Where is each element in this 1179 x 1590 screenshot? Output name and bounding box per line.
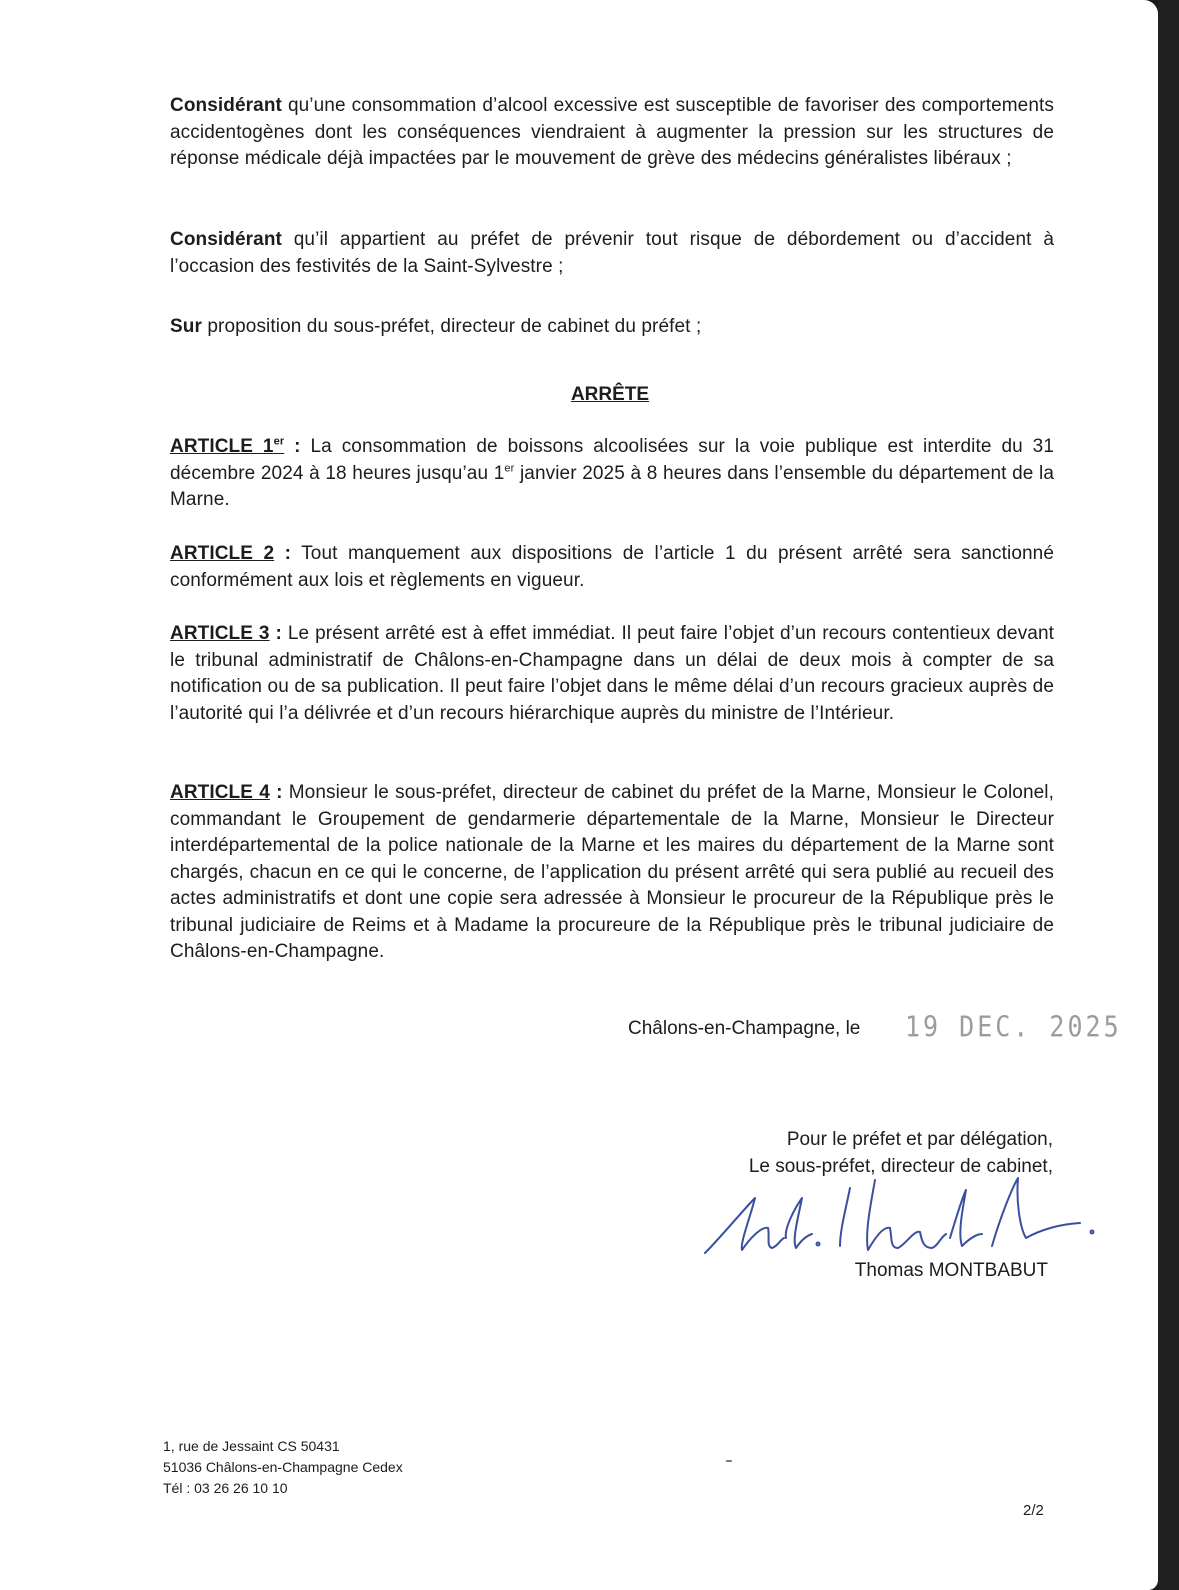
- article-3: ARTICLE 3 : Le présent arrêté est à effet immédiat. Il peut faire l’objet d’un recours contentieux devant le tribunal administratif de Châlons-en-Champagne dans un délai de deux mois à compter de sa notification ou de sa publication. Il peut faire l’objet dans le même délai d’un recours gracieux auprès de l’autorité qui l’a délivrée et d’un recours hiérarchique auprès du ministre de l’Intérieur.: [170, 623, 1055, 724]
- article-1-label: ARTICLE 1er: [170, 435, 285, 457]
- article-4-label: ARTICLE 4: [170, 782, 270, 803]
- considerant-paragraph-1: [170, 93, 1054, 173]
- article-2-label: ARTICLE 2: [170, 543, 275, 564]
- decision-title: ARRÊTE: [570, 384, 650, 405]
- place-of-signature: Châlons-en-Champagne, le: [628, 1018, 861, 1039]
- address-line: 1, rue de Jessaint CS 50431: [163, 1438, 340, 1454]
- signer-name: Thomas MONTBABUT: [854, 1260, 1048, 1281]
- considerant-lead: Considérant: [170, 229, 282, 250]
- delegation-line: Pour le préfet et par délégation,: [786, 1129, 1053, 1150]
- handwritten-signature: [700, 1168, 1120, 1268]
- date-stamp: 19 DEC. 2025: [905, 1009, 1122, 1044]
- article-4: ARTICLE 4 : Monsieur le sous-préfet, directeur de cabinet du préfet de la Marne, Monsieur le Colonel, commandant le Groupement de gendarmerie départementale de la Marne, Monsieur le Directeur interdépartemental de la police nationale de la Marne et les maires du département de la Marne sont chargés, chacun en ce qui le concerne, de l’application du présent arrêté qui sera publié au recueil des actes administratifs et dont une copie sera adressée à Monsieur le procureur de la République près le tribunal judiciaire de Reims et à Madame la procureure de la République près le tribunal judiciaire de Châlons-en-Champagne.: [170, 782, 1054, 962]
- proposition-text: proposition du sous-préfet, directeur de cabinet du préfet ;: [201, 316, 702, 337]
- postal-address: [163, 1436, 403, 1499]
- address-line: 51036 Châlons-en-Champagne Cedex: [163, 1459, 403, 1475]
- article-1: ARTICLE 1er : La consommation de boissons alcoolisées sur la voie publique est interdite du 31 décembre 2024 à 18 heures jusqu’au 1er janvier 2025 à 8 heures dans l’ensemble du département de la Marne.: [170, 435, 1055, 510]
- proposition-paragraph: [170, 314, 1054, 341]
- title-line: Le sous-préfet, directeur de cabinet,: [748, 1156, 1053, 1177]
- scan-border: [1158, 0, 1179, 1590]
- proposition-lead: Sur: [170, 316, 202, 337]
- considerant-text: qu’une consommation d’alcool excessive est susceptible de favoriser des comportements accidentogènes dont les conséquences viendraient à augmenter la pression sur les structures de réponse médicale déjà impactées par le mouvement de grève des médecins généralistes libéraux ;: [170, 95, 1054, 169]
- page-number: 2/2: [1023, 1502, 1044, 1519]
- considerant-lead: Considérant: [170, 95, 282, 116]
- article-2: ARTICLE 2 : Tout manquement aux dispositions de l’article 1 du présent arrêté sera sanctionné conformément aux lois et règlements en vigueur.: [170, 543, 1054, 591]
- phone-line: Tél : 03 26 26 10 10: [163, 1480, 288, 1496]
- considerant-paragraph-2: [170, 227, 1054, 280]
- scan-speck: [726, 1460, 732, 1462]
- article-3-label: ARTICLE 3: [170, 623, 270, 644]
- considerant-text: qu’il appartient au préfet de prévenir tout risque de débordement ou d’accident à l’occasion des festivités de la Saint-Sylvestre ;: [170, 229, 1054, 277]
